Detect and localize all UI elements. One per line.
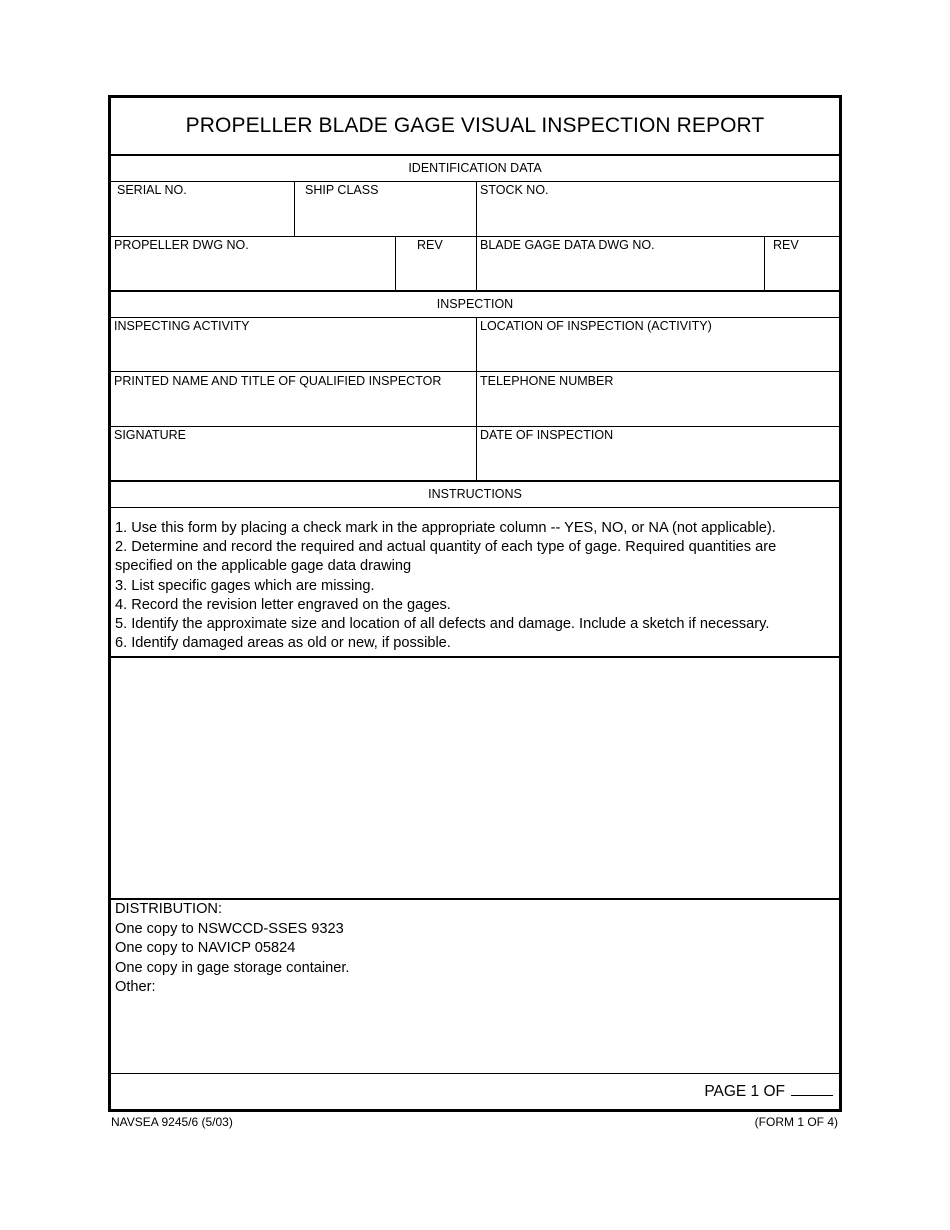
distribution-line: One copy to NSWCCD-SSES 9323 [115,920,344,937]
instruction-item: 6. Identify damaged areas as old or new, if possible. [115,635,451,652]
inspection-form [108,95,842,1112]
divider [395,237,396,290]
instruction-item: 3. List specific gages which are missing. [115,577,375,594]
page-of [704,1081,833,1101]
page-of-label: PAGE 1 OF [704,1083,785,1100]
location-of-inspection-field[interactable]: LOCATION OF INSPECTION (ACTIVITY) [480,319,712,333]
divider [111,507,839,508]
instruction-item: 1. Use this form by placing a check mark in the appropriate column -- YES, NO, or NA (not applicable). [115,520,776,536]
signature-field[interactable]: SIGNATURE [114,428,186,442]
divider [111,426,839,427]
inspector-name-field[interactable]: PRINTED NAME AND TITLE OF QUALIFIED INSPECTOR [114,374,442,388]
propeller-rev-field[interactable]: REV [417,238,443,252]
form-title: PROPELLER BLADE GAGE VISUAL INSPECTION REPORT [185,114,765,137]
date-of-inspection-field[interactable]: DATE OF INSPECTION [480,428,614,442]
divider [111,181,839,182]
instruction-item: 4. Record the revision letter engraved on the gages. [115,596,451,613]
instructions-header: INSTRUCTIONS [428,487,522,501]
instructions-list [115,519,835,653]
divider [111,317,839,318]
distribution-block [115,900,815,998]
divider [111,236,839,237]
inspecting-activity-field[interactable]: INSPECTING ACTIVITY [114,319,250,333]
divider [111,290,839,292]
identification-header: IDENTIFICATION DATA [408,161,542,175]
inspection-header: INSPECTION [436,297,514,311]
distribution-header: DISTRIBUTION: [115,901,223,917]
blade-gage-rev-field[interactable]: REV [773,238,799,252]
instruction-item: 5. Identify the approximate size and location of all defects and damage. Include a sketch if necessary. [115,616,770,633]
page-total-field[interactable] [791,1081,833,1096]
distribution-line: One copy to NAVICP 05824 [115,940,296,957]
form-number: NAVSEA 9245/6 (5/03) [111,1115,233,1129]
distribution-line: One copy in gage storage container. [115,959,350,976]
divider [111,154,839,156]
telephone-number-field[interactable]: TELEPHONE NUMBER [480,374,614,388]
divider [764,237,765,290]
divider [294,182,295,236]
ship-class-field[interactable]: SHIP CLASS [305,183,379,197]
divider [111,480,839,482]
notes-area[interactable] [111,658,839,898]
propeller-dwg-no-field[interactable]: PROPELLER DWG NO. [114,238,249,252]
distribution-other[interactable]: Other: [115,979,156,996]
form-count: (FORM 1 OF 4) [754,1115,838,1129]
stock-no-field[interactable]: STOCK NO. [480,183,549,197]
divider [111,1073,839,1074]
divider [111,371,839,372]
divider [476,318,477,480]
serial-no-field[interactable]: SERIAL NO. [117,183,187,197]
blade-gage-dwg-no-field[interactable]: BLADE GAGE DATA DWG NO. [480,238,655,252]
instruction-item: 2. Determine and record the required and actual quantity of each type of gage. Required quantities are specified on the applicable gage data drawing [115,539,777,575]
